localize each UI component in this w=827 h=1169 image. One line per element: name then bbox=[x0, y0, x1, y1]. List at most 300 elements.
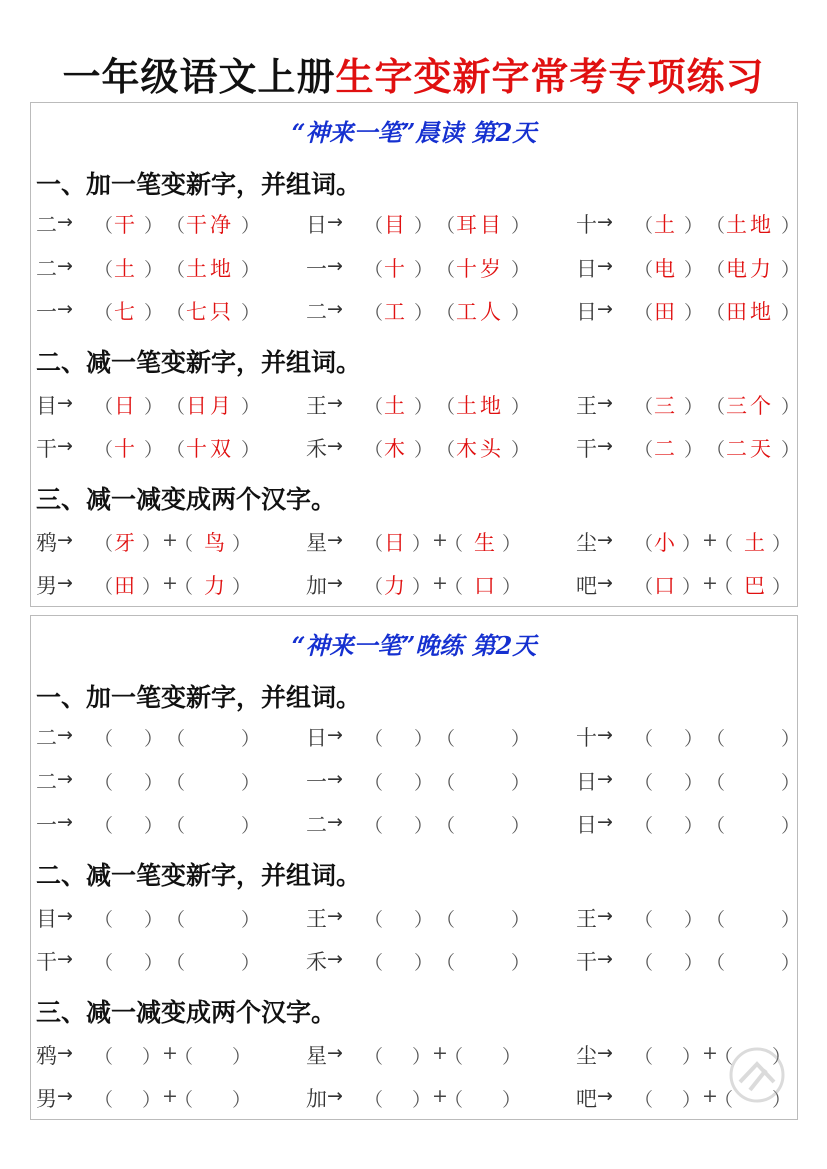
new-char-answer: 土 bbox=[384, 394, 405, 418]
arrow-icon: → bbox=[597, 905, 613, 927]
paren-open: （ bbox=[94, 576, 114, 598]
arrow-icon: → bbox=[327, 1042, 343, 1064]
split-row bbox=[36, 1081, 796, 1115]
new-char-answer: 电 bbox=[654, 257, 675, 281]
source-char: 鸦 bbox=[36, 531, 57, 555]
new-char-answer: 木 bbox=[384, 437, 405, 461]
paren-close: ） bbox=[781, 772, 801, 794]
paren-open: （ bbox=[634, 533, 654, 555]
add-one-stroke-item bbox=[36, 720, 296, 754]
paren-open: （ bbox=[634, 396, 654, 418]
new-char-answer: 十 bbox=[114, 437, 135, 461]
add-one-stroke-item bbox=[576, 207, 827, 241]
split-item bbox=[36, 568, 296, 602]
paren-open: （ bbox=[634, 772, 654, 794]
split-row bbox=[36, 568, 796, 602]
paren-open: （ bbox=[436, 815, 456, 837]
evening-sec3-heading: 三、减一减变成两个汉字。 bbox=[36, 998, 337, 1027]
paren-close: ） bbox=[684, 215, 704, 237]
arrow-icon: → bbox=[597, 1042, 613, 1064]
source-char: 目 bbox=[36, 394, 57, 418]
word-answer: 土地 bbox=[726, 213, 774, 237]
paren-close: ） bbox=[502, 1089, 522, 1111]
paren-close: ） bbox=[781, 439, 801, 461]
part-a-answer: 力 bbox=[384, 574, 405, 598]
arrow-icon: → bbox=[597, 572, 613, 594]
paren-open: （ bbox=[364, 909, 384, 931]
paren-close: ） bbox=[781, 909, 801, 931]
add-one-stroke-row bbox=[36, 294, 801, 328]
paren-open: （ bbox=[634, 302, 654, 324]
paren-close: ） bbox=[144, 728, 164, 750]
source-char: 星 bbox=[306, 531, 327, 555]
new-char-answer: 田 bbox=[654, 300, 675, 324]
paren-close: ） bbox=[502, 533, 522, 555]
remove-one-stroke-item bbox=[36, 388, 296, 422]
paren-close: ） bbox=[142, 1046, 162, 1068]
paren-close: ） bbox=[511, 772, 531, 794]
paren-close: ） bbox=[144, 302, 164, 324]
source-char: 一 bbox=[36, 813, 57, 837]
add-one-stroke-item bbox=[36, 251, 296, 285]
source-char: 干 bbox=[36, 950, 57, 974]
arrow-icon: → bbox=[327, 905, 343, 927]
paren-open: （ bbox=[166, 396, 186, 418]
add-one-stroke-item bbox=[36, 207, 296, 241]
paren-open: （ bbox=[94, 1089, 114, 1111]
paren-open: （ bbox=[364, 952, 384, 974]
remove-one-stroke-item bbox=[576, 388, 827, 422]
new-char-answer: 工 bbox=[384, 300, 405, 324]
plus-sign: + bbox=[702, 1042, 718, 1064]
paren-close: ） bbox=[241, 772, 261, 794]
paren-open: （ bbox=[634, 952, 654, 974]
paren-open: （ bbox=[364, 215, 384, 237]
morning-panel bbox=[30, 102, 801, 607]
paren-open: （ bbox=[634, 439, 654, 461]
arrow-icon: → bbox=[327, 1085, 343, 1107]
paren-close: ） bbox=[682, 576, 702, 598]
add-one-stroke-item bbox=[306, 807, 566, 841]
paren-open: （ bbox=[364, 259, 384, 281]
arrow-icon: → bbox=[597, 298, 613, 320]
paren-open: （ bbox=[364, 302, 384, 324]
new-char-answer: 目 bbox=[384, 213, 405, 237]
page-title bbox=[0, 46, 827, 101]
add-one-stroke-item bbox=[306, 294, 566, 328]
paren-open: （ bbox=[714, 1089, 734, 1111]
paren-open: （ bbox=[706, 259, 726, 281]
arrow-icon: → bbox=[57, 529, 73, 551]
paren-open: （ bbox=[166, 815, 186, 837]
paren-open: （ bbox=[436, 772, 456, 794]
arrow-icon: → bbox=[57, 948, 73, 970]
paren-close: ） bbox=[142, 576, 162, 598]
paren-open: （ bbox=[94, 533, 114, 555]
arrow-icon: → bbox=[327, 529, 343, 551]
arrow-icon: → bbox=[57, 298, 73, 320]
split-row bbox=[36, 525, 796, 559]
new-char-answer: 七 bbox=[114, 300, 135, 324]
paren-open: （ bbox=[94, 815, 114, 837]
part-b-answer: 土 bbox=[744, 531, 765, 555]
plus-sign: + bbox=[162, 572, 178, 594]
paren-close: ） bbox=[781, 728, 801, 750]
add-one-stroke-row bbox=[36, 764, 801, 798]
arrow-icon: → bbox=[57, 211, 73, 233]
paren-close: ） bbox=[781, 952, 801, 974]
paren-open: （ bbox=[166, 259, 186, 281]
paren-open: （ bbox=[706, 396, 726, 418]
arrow-icon: → bbox=[597, 435, 613, 457]
word-answer: 土地 bbox=[456, 394, 504, 418]
arrow-icon: → bbox=[597, 948, 613, 970]
paren-open: （ bbox=[94, 728, 114, 750]
remove-one-stroke-item bbox=[576, 431, 827, 465]
paren-open: （ bbox=[364, 396, 384, 418]
add-one-stroke-item bbox=[576, 764, 827, 798]
paren-open: （ bbox=[706, 302, 726, 324]
new-char-answer: 二 bbox=[654, 437, 675, 461]
paren-close: ） bbox=[772, 533, 792, 555]
paren-open: （ bbox=[364, 1046, 384, 1068]
part-a-answer: 牙 bbox=[114, 531, 135, 555]
add-one-stroke-item bbox=[576, 807, 827, 841]
title-grade: 一年级语文上册 bbox=[62, 54, 336, 99]
paren-close: ） bbox=[414, 215, 434, 237]
split-item bbox=[36, 1038, 296, 1072]
source-char: 十 bbox=[576, 213, 597, 237]
new-char-answer: 日 bbox=[114, 394, 135, 418]
paren-open: （ bbox=[444, 576, 464, 598]
source-char: 日 bbox=[306, 213, 327, 237]
paren-open: （ bbox=[94, 952, 114, 974]
source-char: 吧 bbox=[576, 574, 597, 598]
plus-sign: + bbox=[162, 529, 178, 551]
new-char-answer: 土 bbox=[654, 213, 675, 237]
paren-close: ） bbox=[412, 1046, 432, 1068]
source-char: 禾 bbox=[306, 437, 327, 461]
source-char: 加 bbox=[306, 574, 327, 598]
paren-open: （ bbox=[174, 576, 194, 598]
paren-close: ） bbox=[241, 259, 261, 281]
arrow-icon: → bbox=[327, 298, 343, 320]
plus-sign: + bbox=[432, 1042, 448, 1064]
paren-open: （ bbox=[166, 909, 186, 931]
paren-open: （ bbox=[436, 215, 456, 237]
paren-close: ） bbox=[412, 1089, 432, 1111]
source-char: 鸦 bbox=[36, 1044, 57, 1068]
remove-one-stroke-item bbox=[576, 901, 827, 935]
word-answer: 二天 bbox=[726, 437, 774, 461]
word-answer: 十双 bbox=[186, 437, 234, 461]
add-one-stroke-item bbox=[576, 294, 827, 328]
paren-open: （ bbox=[634, 215, 654, 237]
paren-open: （ bbox=[174, 533, 194, 555]
split-item bbox=[576, 568, 827, 602]
watermark-logo-icon bbox=[722, 1040, 792, 1110]
paren-open: （ bbox=[634, 728, 654, 750]
paren-open: （ bbox=[364, 533, 384, 555]
arrow-icon: → bbox=[327, 211, 343, 233]
part-b-answer: 巴 bbox=[744, 574, 765, 598]
source-char: 二 bbox=[36, 726, 57, 750]
arrow-icon: → bbox=[327, 768, 343, 790]
add-one-stroke-row bbox=[36, 207, 801, 241]
paren-open: （ bbox=[94, 215, 114, 237]
add-one-stroke-item bbox=[576, 251, 827, 285]
paren-open: （ bbox=[634, 1046, 654, 1068]
paren-close: ） bbox=[414, 259, 434, 281]
split-item bbox=[306, 1038, 566, 1072]
paren-open: （ bbox=[714, 1046, 734, 1068]
source-char: 一 bbox=[306, 770, 327, 794]
paren-open: （ bbox=[94, 396, 114, 418]
paren-open: （ bbox=[444, 533, 464, 555]
paren-close: ） bbox=[511, 909, 531, 931]
paren-close: ） bbox=[241, 396, 261, 418]
morning-sec1-heading: 一、加一笔变新字，并组词。 bbox=[36, 170, 362, 199]
paren-open: （ bbox=[444, 1089, 464, 1111]
paren-open: （ bbox=[706, 815, 726, 837]
paren-open: （ bbox=[634, 815, 654, 837]
source-char: 目 bbox=[36, 907, 57, 931]
arrow-icon: → bbox=[597, 811, 613, 833]
split-item bbox=[306, 525, 566, 559]
paren-close: ） bbox=[241, 728, 261, 750]
split-item bbox=[36, 525, 296, 559]
arrow-icon: → bbox=[597, 724, 613, 746]
paren-close: ） bbox=[511, 396, 531, 418]
word-answer: 电力 bbox=[726, 257, 774, 281]
source-char: 男 bbox=[36, 574, 57, 598]
paren-close: ） bbox=[232, 533, 252, 555]
add-one-stroke-item bbox=[306, 207, 566, 241]
new-char-answer: 十 bbox=[384, 257, 405, 281]
paren-close: ） bbox=[511, 815, 531, 837]
source-char: 日 bbox=[576, 813, 597, 837]
add-one-stroke-item bbox=[576, 720, 827, 754]
paren-open: （ bbox=[436, 396, 456, 418]
part-a-answer: 田 bbox=[114, 574, 135, 598]
paren-close: ） bbox=[142, 533, 162, 555]
paren-close: ） bbox=[414, 439, 434, 461]
arrow-icon: → bbox=[57, 572, 73, 594]
arrow-icon: → bbox=[327, 572, 343, 594]
paren-close: ） bbox=[241, 909, 261, 931]
arrow-icon: → bbox=[57, 724, 73, 746]
add-one-stroke-row bbox=[36, 720, 801, 754]
remove-one-stroke-row bbox=[36, 388, 801, 422]
paren-open: （ bbox=[436, 909, 456, 931]
remove-one-stroke-row bbox=[36, 431, 801, 465]
morning-sec2-heading: 二、减一笔变新字，并组词。 bbox=[36, 348, 362, 377]
paren-close: ） bbox=[684, 259, 704, 281]
remove-one-stroke-item bbox=[306, 901, 566, 935]
paren-close: ） bbox=[144, 815, 164, 837]
source-char: 尘 bbox=[576, 1044, 597, 1068]
paren-open: （ bbox=[364, 1089, 384, 1111]
paren-close: ） bbox=[684, 302, 704, 324]
source-char: 王 bbox=[576, 907, 597, 931]
paren-open: （ bbox=[364, 772, 384, 794]
paren-open: （ bbox=[166, 439, 186, 461]
paren-close: ） bbox=[682, 533, 702, 555]
paren-close: ） bbox=[414, 772, 434, 794]
paren-open: （ bbox=[364, 576, 384, 598]
paren-open: （ bbox=[634, 909, 654, 931]
source-char: 日 bbox=[576, 257, 597, 281]
paren-close: ） bbox=[684, 952, 704, 974]
paren-close: ） bbox=[684, 439, 704, 461]
paren-close: ） bbox=[144, 215, 164, 237]
remove-one-stroke-item bbox=[306, 388, 566, 422]
paren-close: ） bbox=[511, 728, 531, 750]
paren-open: （ bbox=[364, 728, 384, 750]
arrow-icon: → bbox=[327, 948, 343, 970]
source-char: 加 bbox=[306, 1087, 327, 1111]
paren-open: （ bbox=[436, 952, 456, 974]
add-one-stroke-item bbox=[306, 764, 566, 798]
word-answer: 三个 bbox=[726, 394, 774, 418]
paren-close: ） bbox=[142, 1089, 162, 1111]
paren-close: ） bbox=[241, 815, 261, 837]
remove-one-stroke-row bbox=[36, 944, 801, 978]
evening-sec1-heading: 一、加一笔变新字，并组词。 bbox=[36, 683, 362, 712]
paren-close: ） bbox=[414, 909, 434, 931]
paren-open: （ bbox=[166, 302, 186, 324]
arrow-icon: → bbox=[57, 1042, 73, 1064]
paren-open: （ bbox=[174, 1046, 194, 1068]
paren-open: （ bbox=[706, 439, 726, 461]
source-char: 二 bbox=[36, 213, 57, 237]
paren-close: ） bbox=[232, 1046, 252, 1068]
paren-open: （ bbox=[94, 1046, 114, 1068]
paren-close: ） bbox=[781, 215, 801, 237]
paren-close: ） bbox=[772, 1089, 792, 1111]
paren-close: ） bbox=[241, 439, 261, 461]
part-b-answer: 口 bbox=[474, 574, 495, 598]
split-item bbox=[576, 525, 827, 559]
title-topic: 生字变新字常考专项练习 bbox=[335, 54, 765, 99]
paren-close: ） bbox=[511, 952, 531, 974]
word-answer: 工人 bbox=[456, 300, 504, 324]
remove-one-stroke-item bbox=[36, 944, 296, 978]
paren-open: （ bbox=[94, 259, 114, 281]
split-item bbox=[306, 1081, 566, 1115]
part-b-answer: 力 bbox=[204, 574, 225, 598]
arrow-icon: → bbox=[597, 211, 613, 233]
arrow-icon: → bbox=[597, 1085, 613, 1107]
paren-close: ） bbox=[412, 576, 432, 598]
paren-close: ） bbox=[414, 302, 434, 324]
source-char: 星 bbox=[306, 1044, 327, 1068]
plus-sign: + bbox=[702, 529, 718, 551]
source-char: 二 bbox=[306, 300, 327, 324]
paren-open: （ bbox=[436, 439, 456, 461]
arrow-icon: → bbox=[597, 392, 613, 414]
source-char: 日 bbox=[306, 726, 327, 750]
source-char: 王 bbox=[306, 394, 327, 418]
paren-close: ） bbox=[144, 772, 164, 794]
paren-close: ） bbox=[414, 952, 434, 974]
arrow-icon: → bbox=[327, 724, 343, 746]
source-char: 王 bbox=[576, 394, 597, 418]
source-char: 一 bbox=[306, 257, 327, 281]
source-char: 日 bbox=[576, 770, 597, 794]
add-one-stroke-item bbox=[36, 807, 296, 841]
paren-open: （ bbox=[706, 952, 726, 974]
remove-one-stroke-row bbox=[36, 901, 801, 935]
paren-close: ） bbox=[684, 396, 704, 418]
plus-sign: + bbox=[162, 1042, 178, 1064]
paren-close: ） bbox=[502, 1046, 522, 1068]
paren-open: （ bbox=[436, 728, 456, 750]
new-char-answer: 干 bbox=[114, 213, 135, 237]
add-one-stroke-row bbox=[36, 807, 801, 841]
paren-open: （ bbox=[94, 772, 114, 794]
arrow-icon: → bbox=[327, 435, 343, 457]
paren-close: ） bbox=[781, 815, 801, 837]
arrow-icon: → bbox=[57, 1085, 73, 1107]
source-char: 吧 bbox=[576, 1087, 597, 1111]
paren-close: ） bbox=[511, 439, 531, 461]
remove-one-stroke-item bbox=[576, 944, 827, 978]
paren-close: ） bbox=[682, 1089, 702, 1111]
add-one-stroke-item bbox=[306, 720, 566, 754]
paren-close: ） bbox=[502, 576, 522, 598]
word-answer: 田地 bbox=[726, 300, 774, 324]
paren-close: ） bbox=[684, 909, 704, 931]
paren-open: （ bbox=[166, 215, 186, 237]
part-b-answer: 生 bbox=[474, 531, 495, 555]
paren-close: ） bbox=[412, 533, 432, 555]
paren-open: （ bbox=[706, 772, 726, 794]
new-char-answer: 土 bbox=[114, 257, 135, 281]
source-char: 干 bbox=[576, 437, 597, 461]
arrow-icon: → bbox=[327, 392, 343, 414]
paren-open: （ bbox=[166, 728, 186, 750]
paren-open: （ bbox=[706, 215, 726, 237]
paren-close: ） bbox=[144, 952, 164, 974]
paren-close: ） bbox=[684, 815, 704, 837]
source-char: 二 bbox=[306, 813, 327, 837]
word-answer: 土地 bbox=[186, 257, 234, 281]
arrow-icon: → bbox=[57, 905, 73, 927]
paren-close: ） bbox=[241, 952, 261, 974]
split-item bbox=[306, 568, 566, 602]
add-one-stroke-row bbox=[36, 251, 801, 285]
word-answer: 木头 bbox=[456, 437, 504, 461]
paren-open: （ bbox=[634, 576, 654, 598]
paren-open: （ bbox=[94, 302, 114, 324]
plus-sign: + bbox=[702, 1085, 718, 1107]
paren-close: ） bbox=[511, 215, 531, 237]
paren-open: （ bbox=[714, 576, 734, 598]
source-char: 禾 bbox=[306, 950, 327, 974]
paren-close: ） bbox=[781, 259, 801, 281]
arrow-icon: → bbox=[597, 255, 613, 277]
source-char: 干 bbox=[576, 950, 597, 974]
part-b-answer: 鸟 bbox=[204, 531, 225, 555]
word-answer: 干净 bbox=[186, 213, 234, 237]
source-char: 一 bbox=[36, 300, 57, 324]
plus-sign: + bbox=[432, 572, 448, 594]
remove-one-stroke-item bbox=[306, 431, 566, 465]
arrow-icon: → bbox=[57, 392, 73, 414]
split-row bbox=[36, 1038, 796, 1072]
source-char: 十 bbox=[576, 726, 597, 750]
